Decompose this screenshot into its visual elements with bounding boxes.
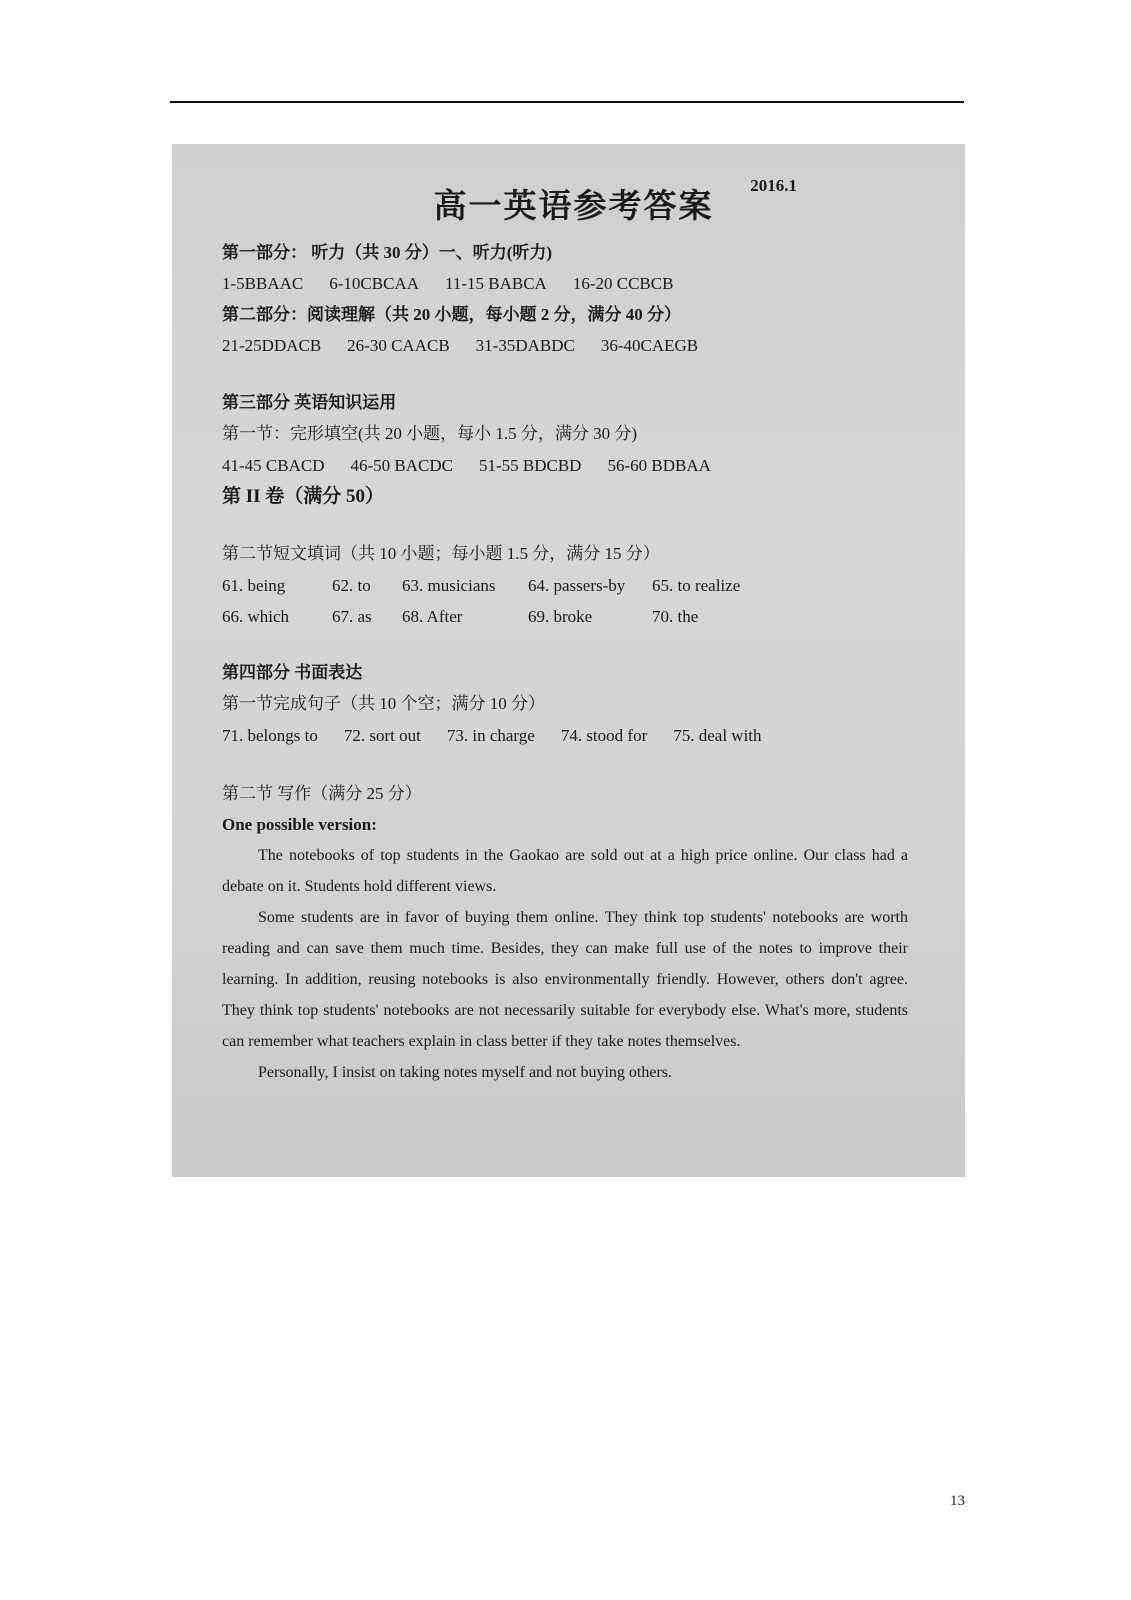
part4-section1-heading: 第一节完成句子（共 10 个空；满分 10 分）	[222, 694, 545, 713]
cloze-answer: 69. broke	[528, 607, 593, 626]
cloze-answer: 67. as	[332, 607, 372, 626]
part3-section1-heading: 第一节：完形填空(共 20 小题，每小 1.5 分，满分 30 分)	[222, 424, 638, 443]
answer-group: 11-15 BABCA	[444, 274, 547, 293]
answer-group: 72. sort out	[343, 726, 421, 745]
cloze-answer: 62. to	[332, 576, 371, 595]
cloze-row-1	[222, 570, 925, 601]
part3-heading: 第三部分 英语知识运用	[222, 393, 397, 412]
page-title: 高一英语参考答案	[433, 189, 714, 225]
title-row	[222, 176, 925, 238]
part4-heading: 第四部分 书面表达	[222, 663, 363, 682]
part2-answers	[222, 330, 925, 362]
cloze-answer: 65. to realize	[652, 576, 741, 595]
cloze-answer: 68. After	[402, 607, 463, 626]
answer-group: 21-25DDACB	[222, 336, 322, 355]
cloze-answer: 66. which	[222, 607, 290, 626]
part4-answers	[222, 720, 925, 752]
header-rule	[170, 101, 964, 103]
answer-group: 1-5BBAAC	[222, 274, 304, 293]
answer-group: 41-45 CBACD	[222, 456, 325, 475]
essay-paragraph: Personally, I insist on taking notes myself and not buying others.	[258, 1064, 673, 1081]
answer-group: 6-10CBCAA	[329, 274, 419, 293]
answer-group: 46-50 BACDC	[350, 456, 453, 475]
cloze-row-2	[222, 601, 925, 632]
answer-group: 73. in charge	[446, 726, 535, 745]
page-number: 13	[950, 1493, 965, 1509]
answer-group: 31-35DABDC	[475, 336, 575, 355]
cloze-answer: 63. musicians	[402, 576, 496, 595]
cloze-answer: 70. the	[652, 607, 699, 626]
cloze-answer: 61. being	[222, 576, 286, 595]
answer-group: 51-55 BDCBD	[478, 456, 582, 475]
answer-group: 71. belongs to	[222, 726, 318, 745]
answer-sheet-photo	[172, 144, 965, 1177]
cloze-heading: 第二节短文填词（共 10 小题；每小题 1.5 分，满分 15 分）	[222, 544, 660, 563]
date-label: 2016.1	[750, 176, 797, 195]
part1-heading: 第一部分： 听力（共 30 分）一、听力(听力)	[222, 243, 553, 262]
part3-answers	[222, 450, 925, 482]
part1-answers	[222, 268, 925, 300]
answer-group: 75. deal with	[673, 726, 762, 745]
writing-label: One possible version:	[222, 815, 377, 834]
essay-paragraph: The notebooks of top students in the Gaokao are sold out at a high price online. Our class had a debate on it. Students hold different views.	[222, 847, 908, 895]
answer-group: 16-20 CCBCB	[572, 274, 674, 293]
vol2-heading: 第 II 卷（满分 50）	[222, 486, 385, 507]
cloze-answer: 64. passers-by	[528, 576, 626, 595]
answer-group: 56-60 BDBAA	[607, 456, 711, 475]
answer-group: 74. stood for	[560, 726, 648, 745]
answer-group: 26-30 CAACB	[347, 336, 450, 355]
answer-group: 36-40CAEGB	[600, 336, 699, 355]
part2-heading: 第二部分：阅读理解（共 20 小题，每小题 2 分，满分 40 分）	[222, 305, 681, 324]
writing-heading: 第二节 写作（满分 25 分）	[222, 784, 422, 803]
essay-paragraph: Some students are in favor of buying them online. They think top students' notebooks are worth reading and can save them much time. Besides, they can make full use of the notes to improve their learning. In addition, reusing notebooks is also environmentally friendly. However, others don't agree. They think top students' notebooks are not necessarily suitable for everybody else. What's more, students can remember what teachers explain in class better if they take notes themselves.	[222, 909, 908, 1050]
